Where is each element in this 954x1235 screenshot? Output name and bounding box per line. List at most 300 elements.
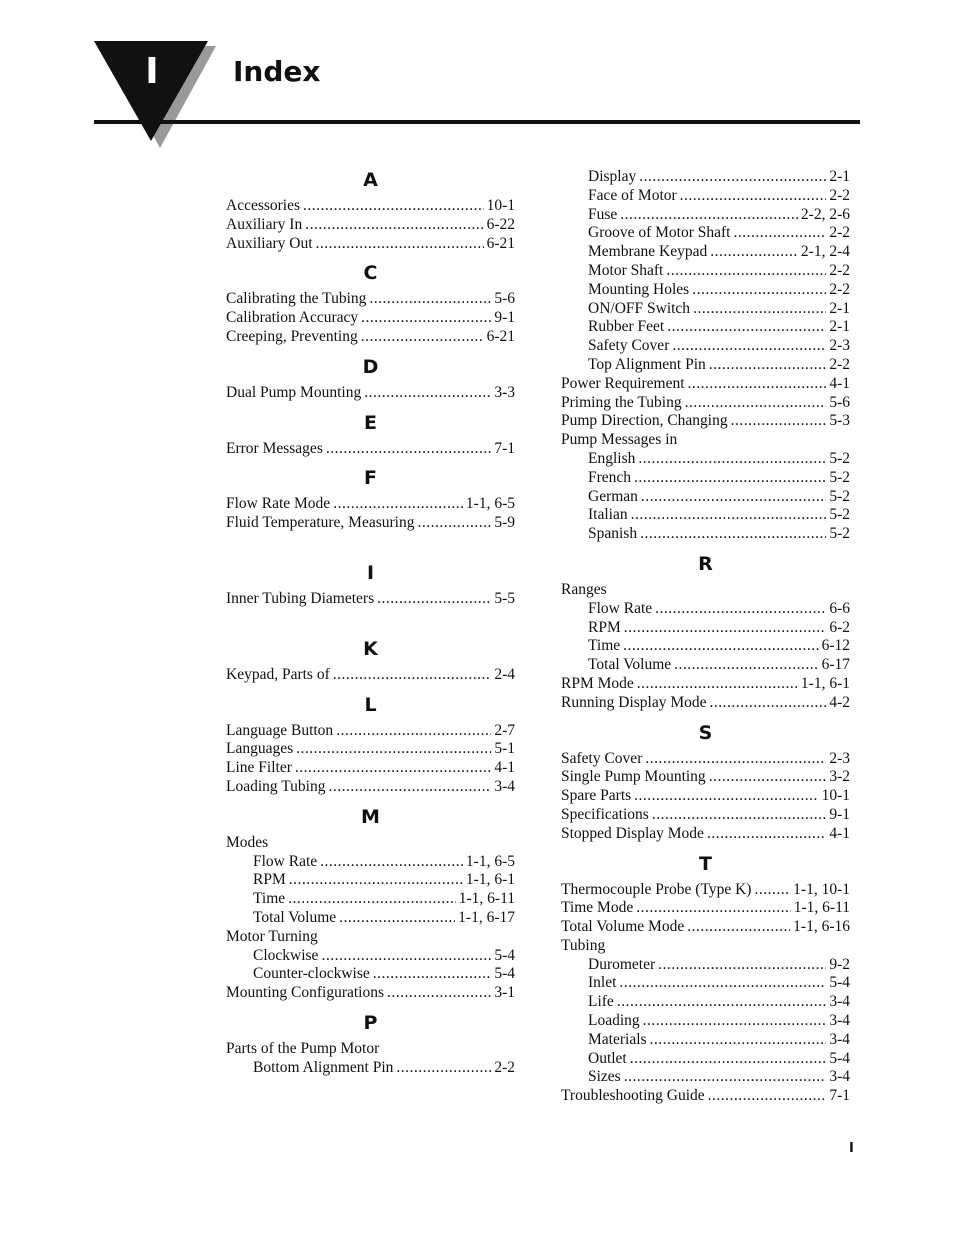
entry-term: Clockwise xyxy=(253,946,319,964)
entry-term: Safety Cover xyxy=(588,337,670,355)
section-letter: C xyxy=(363,262,378,285)
entry-page-ref: 4-1 xyxy=(829,824,850,842)
header-rule xyxy=(94,120,860,124)
entry-term: Pump Direction, Changing xyxy=(561,412,728,430)
index-entry xyxy=(561,412,850,431)
entry-page-ref: 5-2 xyxy=(829,525,850,543)
entry-page-ref: 3-2 xyxy=(829,768,850,786)
entry-page-ref: 2-2 xyxy=(494,1058,515,1076)
entry-page-ref: 5-6 xyxy=(829,393,850,411)
index-subentry xyxy=(561,187,850,206)
section-letter: K xyxy=(363,637,378,660)
entry-page-ref: 1-1, 10-1 xyxy=(793,880,850,898)
index-subentry xyxy=(561,974,850,993)
entry-page-ref: 10-1 xyxy=(821,787,850,805)
dot-leader xyxy=(666,262,826,281)
entry-term: Language Button xyxy=(226,721,334,739)
dot-leader xyxy=(320,853,463,872)
dot-leader xyxy=(417,514,491,533)
entry-term: Spare Parts xyxy=(561,787,632,805)
dot-leader xyxy=(652,806,827,825)
dot-leader xyxy=(387,984,491,1003)
entry-page-ref: 3-4 xyxy=(829,1012,850,1030)
entry-term: Total Volume Mode xyxy=(561,918,685,936)
index-entry xyxy=(561,675,850,694)
dot-leader xyxy=(289,871,463,890)
index-entry xyxy=(561,581,850,600)
entry-term: Outlet xyxy=(588,1049,627,1067)
index-subentry xyxy=(226,1059,515,1078)
dot-leader xyxy=(680,187,827,206)
index-entry xyxy=(561,768,850,787)
entry-page-ref: 2-7 xyxy=(494,721,515,739)
entry-term: Inner Tubing Diameters xyxy=(226,589,375,607)
entry-term: Thermocouple Probe (Type K) xyxy=(561,880,752,898)
entry-page-ref: 3-4 xyxy=(829,1068,850,1086)
index-subentry xyxy=(226,853,515,872)
dot-leader xyxy=(710,243,798,262)
entry-page-ref: 9-2 xyxy=(829,955,850,973)
entry-term: German xyxy=(588,487,638,505)
entry-page-ref: 2-2 xyxy=(829,261,850,279)
index-entry xyxy=(226,384,515,403)
index-entry xyxy=(226,290,515,309)
index-subentry xyxy=(561,262,850,281)
index-entry xyxy=(226,328,515,347)
dot-leader xyxy=(619,974,826,993)
dot-leader xyxy=(754,881,790,900)
dot-leader xyxy=(369,290,491,309)
entry-page-ref: 2-1 xyxy=(829,168,850,185)
entry-page-ref: 2-2 xyxy=(829,280,850,298)
index-entry xyxy=(226,495,515,514)
entry-page-ref: 2-3 xyxy=(829,337,850,355)
entry-term: RPM Mode xyxy=(561,674,634,692)
entry-term: Dual Pump Mounting xyxy=(226,383,362,401)
index-section xyxy=(561,854,850,1107)
index-section xyxy=(226,1013,515,1078)
dot-leader xyxy=(623,637,818,656)
dot-leader xyxy=(624,1068,827,1087)
index-subentry xyxy=(561,318,850,337)
entry-page-ref: 1-1, 6-1 xyxy=(465,871,515,889)
entry-page-ref: 5-2 xyxy=(829,449,850,467)
index-entry xyxy=(226,514,515,533)
section-letter: D xyxy=(362,355,379,378)
entry-term: Materials xyxy=(588,1030,647,1048)
dot-leader xyxy=(361,328,484,347)
index-subentry xyxy=(561,600,850,619)
entry-term: Time xyxy=(588,637,621,655)
dot-leader xyxy=(288,890,456,909)
dot-leader xyxy=(734,224,827,243)
dot-leader xyxy=(339,909,455,928)
entry-page-ref: 1-1, 6-1 xyxy=(800,674,850,692)
entry-term: Priming the Tubing xyxy=(561,393,682,411)
dot-leader xyxy=(620,206,798,225)
dot-leader xyxy=(624,619,827,638)
entry-page-ref: 5-2 xyxy=(829,506,850,524)
dot-leader xyxy=(639,168,826,187)
index-entry xyxy=(226,216,515,235)
index-subentry xyxy=(561,993,850,1012)
dot-leader xyxy=(709,768,827,787)
dot-leader xyxy=(709,356,827,375)
dot-leader xyxy=(303,197,484,216)
index-subentry xyxy=(561,506,850,525)
dot-leader xyxy=(637,675,798,694)
index-section xyxy=(226,807,515,1003)
section-letter: S xyxy=(698,721,713,744)
entry-term: Flow Rate xyxy=(253,852,318,870)
index-section xyxy=(226,563,515,609)
entry-term: Parts of the Pump Motor xyxy=(226,1039,380,1057)
dot-leader xyxy=(295,759,491,778)
entry-page-ref: 5-2 xyxy=(829,487,850,505)
entry-term: Mounting Holes xyxy=(588,280,690,298)
entry-term: Membrane Keypad xyxy=(588,243,708,261)
entry-page-ref: 3-4 xyxy=(494,777,515,795)
entry-term: Rubber Feet xyxy=(588,318,665,336)
dot-leader xyxy=(630,1050,827,1069)
entry-page-ref: 5-5 xyxy=(494,589,515,607)
dot-leader xyxy=(707,825,826,844)
dot-leader xyxy=(685,394,827,413)
entry-page-ref: 4-2 xyxy=(829,693,850,711)
entry-page-ref: 2-2 xyxy=(829,355,850,373)
entry-term: Ranges xyxy=(561,580,607,598)
section-letter: M xyxy=(361,805,380,828)
index-entry xyxy=(561,750,850,769)
entry-page-ref: 2-1 xyxy=(829,318,850,336)
index-entry xyxy=(561,1087,850,1106)
entry-term: Counter-clockwise xyxy=(253,965,370,983)
dot-leader xyxy=(333,666,492,685)
index-entry xyxy=(561,806,850,825)
entry-page-ref: 3-4 xyxy=(829,1030,850,1048)
index-section xyxy=(561,554,850,713)
entry-page-ref: 4-1 xyxy=(829,374,850,392)
index-section xyxy=(226,695,515,797)
dot-leader xyxy=(645,750,826,769)
entry-page-ref: 5-4 xyxy=(829,1049,850,1067)
entry-page-ref: 2-1, 2-4 xyxy=(800,243,850,261)
index-subentry xyxy=(561,469,850,488)
entry-page-ref: 9-1 xyxy=(829,805,850,823)
index-section xyxy=(226,413,515,459)
entry-term: Fuse xyxy=(588,205,618,223)
entry-term: Safety Cover xyxy=(561,749,643,767)
dot-leader xyxy=(305,216,483,235)
entry-term: Running Display Mode xyxy=(561,693,707,711)
dot-leader xyxy=(708,1087,827,1106)
entry-page-ref: 5-1 xyxy=(494,740,515,758)
dot-leader xyxy=(643,1012,827,1031)
index-section xyxy=(226,170,515,253)
dot-leader xyxy=(640,525,826,544)
index-entry xyxy=(226,590,515,609)
entry-term: Groove of Motor Shaft xyxy=(588,224,731,242)
entry-page-ref: 1-1, 6-11 xyxy=(793,899,850,917)
index-entry xyxy=(226,722,515,741)
dot-leader xyxy=(692,281,826,300)
entry-term: Total Volume xyxy=(253,908,337,926)
index-entry xyxy=(561,375,850,394)
index-entry xyxy=(226,834,515,853)
index-subentry xyxy=(226,871,515,890)
entry-term: Flow Rate Mode xyxy=(226,495,331,513)
index-subentry xyxy=(561,450,850,469)
index-subentry xyxy=(561,300,850,319)
entry-term: Total Volume xyxy=(588,656,672,674)
entry-page-ref: 6-21 xyxy=(486,234,515,252)
index-entry xyxy=(226,235,515,254)
dot-leader xyxy=(687,918,790,937)
index-section xyxy=(226,639,515,685)
entry-term: English xyxy=(588,449,636,467)
dot-leader xyxy=(321,947,491,966)
entry-page-ref: 9-1 xyxy=(494,309,515,327)
entry-term: Face of Motor xyxy=(588,186,677,204)
dot-leader xyxy=(641,488,826,507)
entry-term: Flow Rate xyxy=(588,599,653,617)
index-section xyxy=(561,168,850,544)
entry-page-ref: 2-4 xyxy=(494,665,515,683)
entry-term: Motor Turning xyxy=(226,927,318,945)
index-entry xyxy=(561,694,850,713)
index-subentry xyxy=(561,1012,850,1031)
index-entry xyxy=(561,825,850,844)
entry-page-ref: 2-3 xyxy=(829,749,850,767)
entry-term: Modes xyxy=(226,833,269,851)
dot-leader xyxy=(333,495,463,514)
entry-term: Display xyxy=(588,168,637,185)
entry-term: Power Requirement xyxy=(561,374,685,392)
section-letter: R xyxy=(698,552,713,575)
entry-term: French xyxy=(588,468,632,486)
entry-page-ref: 5-3 xyxy=(829,412,850,430)
entry-page-ref: 6-17 xyxy=(821,656,850,674)
index-column-right xyxy=(561,168,850,1106)
entry-term: Calibrating the Tubing xyxy=(226,290,367,308)
entry-page-ref: 2-2, 2-6 xyxy=(800,205,850,223)
index-subentry xyxy=(561,956,850,975)
entry-page-ref: 2-1 xyxy=(829,299,850,317)
dot-leader xyxy=(361,309,491,328)
entry-page-ref: 5-9 xyxy=(494,514,515,532)
index-subentry xyxy=(226,909,515,928)
index-subentry xyxy=(561,1031,850,1050)
index-subentry xyxy=(561,488,850,507)
index-subentry xyxy=(226,947,515,966)
entry-page-ref: 1-1, 6-5 xyxy=(465,495,515,513)
entry-term: Time Mode xyxy=(561,899,634,917)
index-entry xyxy=(226,666,515,685)
index-entry xyxy=(561,899,850,918)
index-section xyxy=(226,468,515,533)
dot-leader xyxy=(364,384,491,403)
index-entry xyxy=(226,197,515,216)
entry-page-ref: 1-1, 6-11 xyxy=(458,890,515,908)
dot-leader xyxy=(672,337,826,356)
index-subentry xyxy=(561,356,850,375)
entry-term: Inlet xyxy=(588,974,617,992)
dot-leader xyxy=(326,440,491,459)
dot-leader xyxy=(688,375,827,394)
index-subentry xyxy=(561,525,850,544)
index-subentry xyxy=(561,168,850,187)
index-subentry xyxy=(561,1050,850,1069)
dot-leader xyxy=(617,993,827,1012)
entry-term: Top Alignment Pin xyxy=(588,355,706,373)
index-subentry xyxy=(561,656,850,675)
entry-page-ref: 7-1 xyxy=(829,1087,850,1105)
entry-page-ref: 10-1 xyxy=(486,197,515,214)
dot-leader xyxy=(377,590,491,609)
entry-term: Sizes xyxy=(588,1068,621,1086)
entry-term: Troubleshooting Guide xyxy=(561,1087,705,1105)
entry-term: Italian xyxy=(588,506,628,524)
entry-page-ref: 5-4 xyxy=(829,974,850,992)
entry-term: Stopped Display Mode xyxy=(561,824,704,842)
index-subentry xyxy=(561,637,850,656)
entry-term: Pump Messages in xyxy=(561,431,678,449)
entry-page-ref: 2-2 xyxy=(829,186,850,204)
index-column-left xyxy=(226,168,515,1078)
entry-term: Specifications xyxy=(561,805,649,823)
index-section xyxy=(226,357,515,403)
index-subentry xyxy=(226,890,515,909)
index-subentry xyxy=(561,281,850,300)
entry-term: Accessories xyxy=(226,197,301,214)
index-entry xyxy=(226,1040,515,1059)
section-letter: P xyxy=(363,1011,378,1034)
entry-term: Calibration Accuracy xyxy=(226,309,359,327)
index-entry xyxy=(561,787,850,806)
entry-term: Bottom Alignment Pin xyxy=(253,1058,394,1076)
index-entry xyxy=(561,918,850,937)
entry-term: Loading Tubing xyxy=(226,777,326,795)
index-entry xyxy=(561,937,850,956)
index-subentry xyxy=(561,337,850,356)
dot-leader xyxy=(638,450,826,469)
dot-leader xyxy=(693,300,826,319)
entry-term: Fluid Temperature, Measuring xyxy=(226,514,415,532)
index-entry xyxy=(226,759,515,778)
entry-term: Line Filter xyxy=(226,759,292,777)
dot-leader xyxy=(316,235,484,254)
dot-leader xyxy=(710,694,827,713)
dot-leader xyxy=(658,956,826,975)
index-entry xyxy=(561,881,850,900)
entry-page-ref: 5-4 xyxy=(494,946,515,964)
section-letter: A xyxy=(363,169,378,191)
entry-term: Motor Shaft xyxy=(588,261,664,279)
entry-term: Durometer xyxy=(588,955,656,973)
entry-term: RPM xyxy=(253,871,286,889)
dot-leader xyxy=(373,965,492,984)
dot-leader xyxy=(674,656,818,675)
entry-page-ref: 3-4 xyxy=(829,993,850,1011)
dot-leader xyxy=(328,778,491,797)
index-subentry xyxy=(561,619,850,638)
entry-page-ref: 3-3 xyxy=(494,383,515,401)
entry-page-ref: 7-1 xyxy=(494,439,515,457)
entry-term: Single Pump Mounting xyxy=(561,768,706,786)
dot-leader xyxy=(650,1031,827,1050)
index-subentry xyxy=(561,1068,850,1087)
entry-term: Creeping, Preventing xyxy=(226,327,358,345)
entry-page-ref: 4-1 xyxy=(494,759,515,777)
entry-page-ref: 5-4 xyxy=(494,965,515,983)
entry-term: Mounting Configurations xyxy=(226,984,385,1002)
entry-page-ref: 1-1, 6-16 xyxy=(793,918,850,936)
entry-term: Tubing xyxy=(561,936,606,954)
section-letter: L xyxy=(364,693,377,716)
index-entry xyxy=(226,309,515,328)
index-section xyxy=(561,723,850,844)
entry-page-ref: 1-1, 6-5 xyxy=(465,852,515,870)
entry-term: Auxiliary In xyxy=(226,215,303,233)
dot-leader xyxy=(667,318,826,337)
page-number: I xyxy=(849,1141,854,1156)
index-section xyxy=(226,263,515,346)
entry-page-ref: 6-21 xyxy=(486,327,515,345)
entry-page-ref: 6-2 xyxy=(829,618,850,636)
entry-term: Life xyxy=(588,993,614,1011)
dot-leader xyxy=(731,412,827,431)
index-subentry xyxy=(561,224,850,243)
entry-page-ref: 2-2 xyxy=(829,224,850,242)
entry-term: Auxiliary Out xyxy=(226,234,313,252)
entry-page-ref: 3-1 xyxy=(494,984,515,1002)
dot-leader xyxy=(336,722,491,741)
section-letter: I xyxy=(366,561,375,584)
entry-page-ref: 5-2 xyxy=(829,468,850,486)
index-entry xyxy=(561,394,850,413)
index-subentry xyxy=(561,243,850,262)
entry-page-ref: 6-12 xyxy=(821,637,850,655)
entry-term: ON/OFF Switch xyxy=(588,299,691,317)
section-letter: T xyxy=(699,852,712,875)
section-letter: E xyxy=(364,411,377,434)
index-entry xyxy=(226,440,515,459)
entry-page-ref: 5-6 xyxy=(494,290,515,308)
dot-leader xyxy=(634,469,826,488)
index-entry xyxy=(226,928,515,947)
dot-leader xyxy=(655,600,826,619)
page-title: Index xyxy=(233,55,321,88)
index-entry xyxy=(226,778,515,797)
index-entry xyxy=(226,984,515,1003)
entry-page-ref: 6-22 xyxy=(486,215,515,233)
dot-leader xyxy=(296,740,491,759)
entry-page-ref: 6-6 xyxy=(829,599,850,617)
chapter-letter: I xyxy=(145,51,159,92)
entry-term: Time xyxy=(253,890,286,908)
index-entry xyxy=(226,740,515,759)
entry-term: Error Messages xyxy=(226,439,323,457)
entry-term: Languages xyxy=(226,740,294,758)
entry-term: Loading xyxy=(588,1012,640,1030)
index-entry xyxy=(561,431,850,450)
entry-term: Spanish xyxy=(588,525,638,543)
entry-term: Keypad, Parts of xyxy=(226,665,330,683)
index-subentry xyxy=(561,206,850,225)
section-letter: F xyxy=(364,467,377,490)
dot-leader xyxy=(636,899,791,918)
entry-term: RPM xyxy=(588,618,621,636)
